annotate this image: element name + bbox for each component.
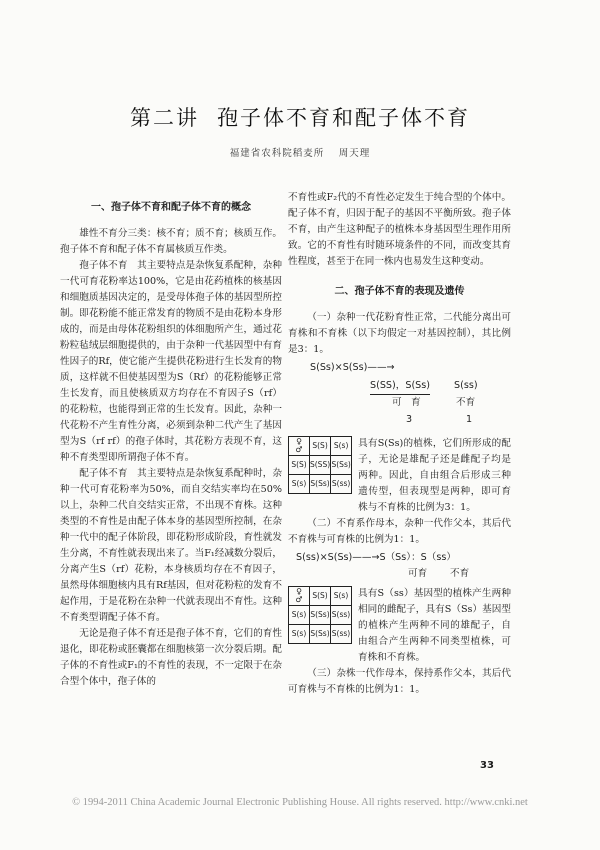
row-label: S(s) [289,475,310,494]
row-label: S(s) [289,625,310,644]
cross-offspring-1 [288,376,511,432]
label-sterile: 不育 [456,397,476,408]
author: 周天理 [338,148,371,159]
male-symbol: ♂ [295,445,303,454]
title-part1: 第二讲 [130,106,199,130]
page-number: 33 [480,760,494,771]
paragraph: 无论是孢子体不育还是孢子体不育，它们的育性退化，即花粉或胚囊都在细胞核第一次分裂后期。配子体的不育性或F₁的不育性的表现，不一定限于在杂合型个体中，孢子体的 [60,628,282,687]
copyright-footer: © 1994-2011 China Academic Journal Electronic Publishing House. All rights reserved. http://www.cnki.net [72,797,528,808]
table-cell: S(Ss) [310,475,331,494]
table-cell: S(ss) [331,625,352,644]
right-column [288,190,511,698]
label-fertile: 可育 [408,568,428,579]
cross-labels-2 [288,566,511,582]
title-part2: 孢子体不育和配子体不育 [217,106,470,130]
byline [0,145,600,159]
table-cell: S(SS) [310,456,331,475]
offspring-fertile: S(SS)，S(Ss) [370,378,430,395]
paragraph: 配子体不育 其主要特点是杂恢复系配种时，杂种一代可育花粉率为50%，而自交结实率均在50%以上，杂种二代自交结实正常，不出现不育株。这种类型的不育性是由配子体本身的基因型所控制，在杂种一代中的配子体阶段，即花粉形成阶段，育性就发生分离，不育性就表现出来了。当F₁经减数分裂后，分离产生S（rf）花粉，本身核质均存在不育因子，虽然母体细胞核内具有Rf基因，但对花粉粒的发育不起作用，于是花粉在杂种一代就表现出不育性。这种不育类型谓配子体不育。 [60,468,282,623]
male-symbol: ♂ [295,595,303,604]
label-fertile: 可 育 [392,397,421,408]
table-header: S(s) [331,587,352,606]
paragraph: （三）杂株一代作母本，保持系作父本，其后代可育株与不育株的比例为1：1。 [288,668,511,695]
paragraph: 具有S（ss）基因型的植株产生两种相同的雌配子，具有S（Ss）基因型的植株产生两种不同的雄配子，自由组合产生两种不同类型植株，可育株和不育株。 [358,588,511,663]
paragraph: 不育性或F₂代的不育性必定发生于纯合型的个体中。配子体不育，归因于配子的基因不平衡所致。孢子体不育，由产生这种配子的植株本身基因型生理作用所致。它的不育性有时随环境条件的不同，而改变其育性程度，甚至于在同一株内也易发生这种变动。 [288,192,511,267]
sex-symbols-cell [289,587,310,606]
punnett-block-1 [288,436,511,516]
paragraph: 具有S(Ss)的植株，它们所形成的配子，无论是雄配子还是雌配子均是两种。因此，自由组合后形成三种遗传型，但表现型是两种，即可育株与不育株的比例为3：1。 [358,438,511,513]
institute: 福建省农科院稻麦所 [229,148,325,159]
paragraph: 孢子体不育 其主要特点是杂恢复系配种，杂种一代可育花粉率达100%，它是由花药植株的核基因和细胞质基因决定的，是受母体孢子体的基因型所控制。即花粉能不能正常发育的物质不是由花粉本身形成的，而是由母体花粉组织的体细胞所产生，通过花粉粒毡绒层细胞提供的，由于杂种一代基因型中有育性因子的Rf，使它能产生提供花粉进行生长发育的物质，这样就不但使基因型为S（Rf）的花粉能够正常生长发育，而且使核质双方均存在不育因子S（rf）的花粉粒，也能得到正常的生长发育。因此，杂种一代花粉不产生育性分离，必须到杂种二代产生了基因型为S（rf rf）的孢子体时，其花粉方表现不育，这种不育类型即所谓孢子体不育。 [60,260,282,463]
cross-formula-1: S(Ss)×S(Ss)——→ [310,362,395,373]
sex-symbols-cell [289,437,310,456]
row-label: S(S) [289,456,310,475]
ratio-sterile: 1 [466,414,473,425]
table-cell: S(Ss) [331,456,352,475]
left-column [60,190,282,690]
table-cell: S(ss) [331,606,352,625]
table-cell: S(ss) [331,475,352,494]
punnett-square-1 [288,436,352,494]
table-cell: S(Ss) [310,606,331,625]
punnett-block-2 [288,586,511,666]
section-heading-2: 二、孢子体不育的表现及遗传 [334,286,465,297]
table-cell: S(Ss) [310,625,331,644]
cross-formula-2: S(ss)×S(Ss)——→S（Ss）：S（ss） [296,552,456,563]
paragraph: （二）不育系作母本，杂种一代作父本，其后代不育株与可育株的比例为1：1。 [288,518,511,545]
section-heading-1: 一、孢子体不育和配子体不育的概念 [91,202,251,213]
ratio-fertile: 3 [406,414,413,425]
label-sterile: 不育 [450,568,470,579]
paragraph: 雄性不育分三类：核不育；质不育；核质互作。孢子体不育和配子体不育属核质互作类。 [60,228,282,255]
offspring-sterile: S(ss) [454,380,478,391]
row-label: S(s) [289,606,310,625]
female-symbol: ♀ [296,437,302,446]
table-header: S(s) [331,437,352,456]
article-title [0,102,600,132]
female-symbol: ♀ [296,587,302,596]
table-header: S(S) [310,587,331,606]
table-header: S(S) [310,437,331,456]
punnett-square-2 [288,586,352,644]
paragraph: （一）杂种一代花粉育性正常，二代能分离出可育株和不育株（以下均假定一对基因控制），其比例是3：1。 [288,312,511,355]
